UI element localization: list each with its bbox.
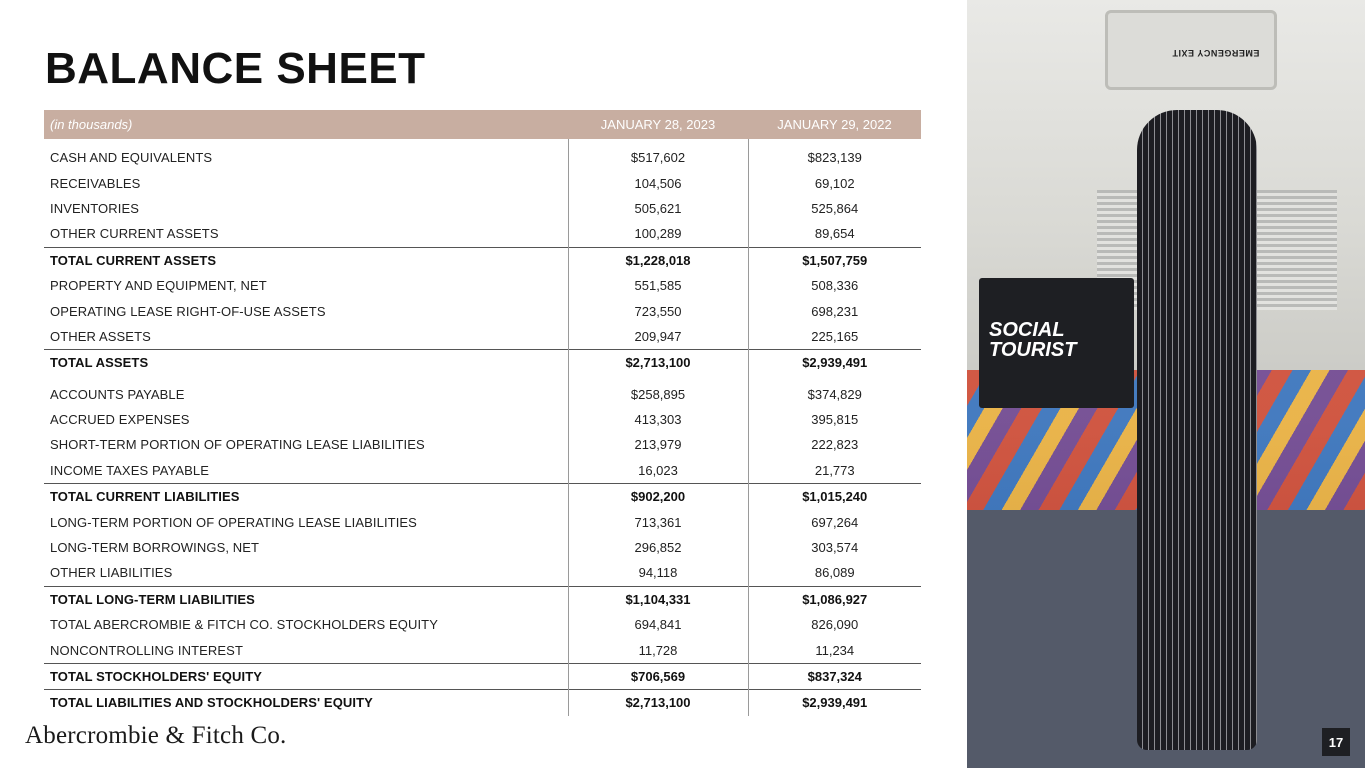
row-label: OTHER ASSETS: [50, 328, 151, 344]
value-2022: $1,507,759: [748, 247, 921, 273]
value-2022: 395,815: [748, 407, 921, 432]
row-label: ACCOUNTS PAYABLE: [50, 386, 185, 402]
table-row: [44, 221, 921, 247]
row-label: INVENTORIES: [50, 200, 139, 216]
table-header-row: [44, 110, 921, 139]
row-label: ACCRUED EXPENSES: [50, 412, 190, 428]
total-row: [44, 690, 921, 716]
value-2022: 89,654: [748, 221, 921, 247]
value-2022: 826,090: [748, 612, 921, 637]
page-title: BALANCE SHEET: [45, 44, 426, 93]
emergency-exit-sign: EMERGENCY EXIT: [1172, 48, 1260, 58]
value-2022: 697,264: [748, 509, 921, 534]
value-2023: $2,713,100: [568, 350, 748, 376]
table-row: [44, 407, 921, 432]
row-label: TOTAL CURRENT LIABILITIES: [44, 484, 568, 510]
value-2022: $374,829: [748, 376, 921, 407]
value-2023: 713,361: [568, 509, 748, 534]
row-label: TOTAL ABERCROMBIE & FITCH CO. STOCKHOLDERS EQUITY: [50, 617, 438, 633]
value-2023: 551,585: [568, 273, 748, 298]
table-row: [44, 509, 921, 534]
value-2022: 69,102: [748, 170, 921, 195]
value-2023: 104,506: [568, 170, 748, 195]
row-label: INCOME TAXES PAYABLE: [50, 462, 210, 478]
value-2023: 723,550: [568, 298, 748, 323]
table-row: [44, 298, 921, 323]
row-label: SHORT-TERM PORTION OF OPERATING LEASE LIABILITIES: [50, 437, 425, 453]
value-2022: 21,773: [748, 458, 921, 484]
value-2023: $1,104,331: [568, 586, 748, 612]
table-row: [44, 458, 921, 484]
total-row: [44, 663, 921, 689]
table-row: [44, 376, 921, 407]
value-2023: $706,569: [568, 663, 748, 689]
value-2022: 86,089: [748, 560, 921, 586]
value-2022: $2,939,491: [748, 350, 921, 376]
table-row: [44, 139, 921, 170]
table-row: [44, 170, 921, 195]
table-row: [44, 535, 921, 560]
value-2022: $1,086,927: [748, 586, 921, 612]
value-2022: 303,574: [748, 535, 921, 560]
row-label: LONG-TERM PORTION OF OPERATING LEASE LIABILITIES: [50, 514, 417, 530]
units-header: (in thousands): [50, 117, 133, 132]
column-header-2022: JANUARY 29, 2022: [777, 117, 892, 132]
value-2023: $258,895: [568, 376, 748, 407]
row-label: OPERATING LEASE RIGHT-OF-USE ASSETS: [50, 303, 326, 319]
value-2022: 698,231: [748, 298, 921, 323]
row-label: RECEIVABLES: [50, 175, 141, 191]
balance-sheet-table: [44, 110, 921, 716]
table-row: [44, 196, 921, 221]
value-2022: $2,939,491: [748, 690, 921, 716]
value-2022: 222,823: [748, 432, 921, 457]
table-row: [44, 637, 921, 663]
total-row: [44, 484, 921, 510]
value-2022: 11,234: [748, 637, 921, 663]
value-2022: 225,165: [748, 324, 921, 350]
value-2023: 413,303: [568, 407, 748, 432]
shopping-bag-logo: SOCIAL TOURIST: [989, 319, 1077, 361]
value-2022: $837,324: [748, 663, 921, 689]
total-row: [44, 586, 921, 612]
value-2022: 525,864: [748, 196, 921, 221]
company-logo: Abercrombie & Fitch Co.: [25, 722, 287, 749]
value-2023: 209,947: [568, 324, 748, 350]
value-2023: 213,979: [568, 432, 748, 457]
value-2023: $517,602: [568, 139, 748, 170]
row-label: TOTAL LIABILITIES AND STOCKHOLDERS' EQUITY: [44, 690, 568, 716]
row-label: OTHER CURRENT ASSETS: [50, 226, 219, 242]
row-label: CASH AND EQUIVALENTS: [50, 150, 213, 166]
value-2022: 508,336: [748, 273, 921, 298]
row-label: TOTAL LONG-TERM LIABILITIES: [44, 586, 568, 612]
table-row: [44, 432, 921, 457]
row-label: TOTAL STOCKHOLDERS' EQUITY: [44, 663, 568, 689]
value-2023: 100,289: [568, 221, 748, 247]
row-label: OTHER LIABILITIES: [50, 565, 173, 581]
table-row: [44, 273, 921, 298]
value-2023: 16,023: [568, 458, 748, 484]
table-row: [44, 560, 921, 586]
row-label: NONCONTROLLING INTEREST: [50, 642, 243, 658]
value-2023: 505,621: [568, 196, 748, 221]
campaign-photo: [967, 0, 1365, 768]
table-row: [44, 612, 921, 637]
row-label: PROPERTY AND EQUIPMENT, NET: [50, 278, 267, 294]
value-2023: $2,713,100: [568, 690, 748, 716]
value-2023: $1,228,018: [568, 247, 748, 273]
row-label: TOTAL CURRENT ASSETS: [44, 247, 568, 273]
value-2023: $902,200: [568, 484, 748, 510]
model-figure: [1137, 110, 1257, 750]
total-row: [44, 247, 921, 273]
value-2023: 694,841: [568, 612, 748, 637]
value-2023: 296,852: [568, 535, 748, 560]
row-label: TOTAL ASSETS: [44, 350, 568, 376]
page-number: 17: [1322, 728, 1350, 756]
row-label: LONG-TERM BORROWINGS, NET: [50, 540, 260, 556]
value-2022: $1,015,240: [748, 484, 921, 510]
column-header-2023: JANUARY 28, 2023: [600, 117, 716, 132]
value-2023: 94,118: [568, 560, 748, 586]
table-row: [44, 324, 921, 350]
total-row: [44, 350, 921, 376]
value-2023: 11,728: [568, 637, 748, 663]
value-2022: $823,139: [748, 139, 921, 170]
